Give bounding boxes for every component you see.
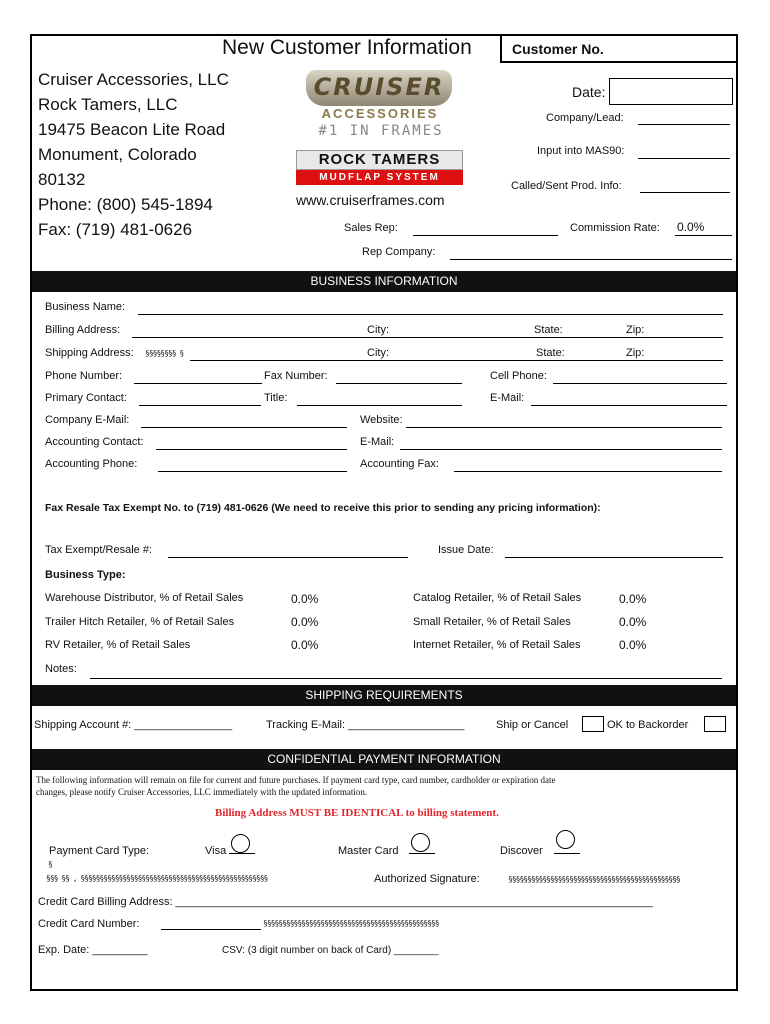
business-name-label: Business Name: bbox=[45, 301, 126, 313]
issue-date-field[interactable] bbox=[505, 557, 723, 558]
type-warehouse-value[interactable]: 0.0% bbox=[291, 592, 319, 606]
billing-city-label: City: bbox=[367, 324, 389, 336]
type-internet-label: Internet Retailer, % of Retail Sales bbox=[413, 639, 581, 651]
type-trailer-label: Trailer Hitch Retailer, % of Retail Sales bbox=[45, 616, 235, 628]
commission-rate-value[interactable]: 0.0% bbox=[677, 220, 705, 234]
customer-no-box[interactable] bbox=[500, 36, 736, 63]
payment-card-type-label: Payment Card Type: bbox=[49, 845, 150, 857]
issue-date-label: Issue Date: bbox=[438, 544, 494, 556]
accounting-email-label: E-Mail: bbox=[360, 436, 395, 448]
accounting-email-field[interactable] bbox=[400, 449, 722, 450]
billing-zip-label: Zip: bbox=[626, 324, 645, 336]
company-lead-field[interactable] bbox=[638, 124, 730, 125]
ship-cancel-checkbox[interactable] bbox=[582, 716, 604, 732]
cruiser-logo bbox=[306, 70, 452, 106]
rock-tamers-logo bbox=[296, 150, 463, 170]
payment-information-header: CONFIDENTIAL PAYMENT INFORMATION bbox=[32, 749, 736, 770]
tax-exempt-label: Tax Exempt/Resale #: bbox=[45, 544, 152, 556]
rock-tamers-text: ROCK TAMERS bbox=[318, 151, 441, 168]
notes-field[interactable] bbox=[90, 678, 722, 679]
sales-rep-label: Sales Rep: bbox=[344, 222, 398, 234]
accounting-contact-field[interactable] bbox=[156, 449, 347, 450]
payment-disclaimer-line-1: The following information will remain on file for current and future purchases. If payment card type, card number, cardholder or expiration date bbox=[36, 775, 556, 785]
tracking-email-field[interactable]: Tracking E-Mail: ___________________ bbox=[266, 719, 465, 731]
commission-rate-underline bbox=[675, 235, 732, 236]
mastercard-label: Master Card bbox=[338, 845, 399, 857]
mas90-field[interactable] bbox=[638, 158, 730, 159]
form-title: New Customer Information bbox=[222, 36, 472, 59]
phone-label: Phone Number: bbox=[45, 370, 123, 382]
address-line: Cruiser Accessories, LLC bbox=[38, 70, 229, 89]
date-field[interactable] bbox=[609, 78, 733, 105]
mastercard-radio[interactable] bbox=[411, 833, 430, 852]
cardholder-garble: §§§ §§ , §§§§§§§§§§§§§§§§§§§§§§§§§§§§§§§§§§§§§§§§§§§§§§§§§ bbox=[46, 874, 268, 883]
authorized-signature-label: Authorized Signature: bbox=[374, 873, 480, 885]
primary-contact-field[interactable] bbox=[139, 405, 261, 406]
visa-underline bbox=[229, 853, 255, 854]
discover-radio[interactable] bbox=[556, 830, 575, 849]
shipping-state-label: State: bbox=[536, 347, 565, 359]
accounting-fax-label: Accounting Fax: bbox=[360, 458, 439, 470]
notes-label: Notes: bbox=[45, 663, 77, 675]
ok-backorder-label: OK to Backorder bbox=[607, 719, 689, 731]
title-field[interactable] bbox=[297, 405, 462, 406]
shipping-city-label: City: bbox=[367, 347, 389, 359]
payment-disclaimer-line-2: changes, please notify Cruiser Accessories, LLC immediately with the updated information. bbox=[36, 787, 368, 797]
company-address bbox=[38, 67, 229, 242]
billing-address-field[interactable] bbox=[132, 337, 723, 338]
rep-company-label: Rep Company: bbox=[362, 246, 436, 258]
shipping-requirements-header: SHIPPING REQUIREMENTS bbox=[32, 685, 736, 706]
type-trailer-value[interactable]: 0.0% bbox=[291, 615, 319, 629]
exp-date-field[interactable]: Exp. Date: _________ bbox=[38, 944, 148, 956]
website-url: www.cruiserframes.com bbox=[296, 192, 445, 208]
address-line: Fax: (719) 481-0626 bbox=[38, 220, 193, 239]
accounting-contact-label: Accounting Contact: bbox=[45, 436, 144, 448]
mas90-label: Input into MAS90: bbox=[537, 145, 625, 157]
website-label: Website: bbox=[360, 414, 403, 426]
address-line: 19475 Beacon Lite Road bbox=[38, 120, 226, 139]
cruiser-logo-text: CRUISER bbox=[313, 73, 445, 101]
commission-rate-label: Commission Rate: bbox=[570, 222, 660, 234]
address-line: 80132 bbox=[38, 170, 86, 189]
credit-card-billing-address-field[interactable]: Credit Card Billing Address: ______________________________________________________________________________ bbox=[38, 896, 653, 908]
ok-backorder-checkbox[interactable] bbox=[704, 716, 726, 732]
accounting-fax-field[interactable] bbox=[454, 471, 722, 472]
company-lead-label: Company/Lead: bbox=[546, 112, 624, 124]
address-line: Phone: (800) 545-1894 bbox=[38, 195, 213, 214]
primary-contact-label: Primary Contact: bbox=[45, 392, 127, 404]
footer-rule bbox=[476, 989, 676, 991]
phone-field[interactable] bbox=[134, 383, 262, 384]
email-label: E-Mail: bbox=[490, 392, 525, 404]
address-line: Rock Tamers, LLC bbox=[38, 95, 178, 114]
credit-card-number-field[interactable] bbox=[161, 929, 261, 930]
called-sent-label: Called/Sent Prod. Info: bbox=[511, 180, 622, 192]
shipping-address-label: Shipping Address: bbox=[45, 347, 134, 359]
business-information-header: BUSINESS INFORMATION bbox=[32, 271, 736, 292]
signature-garble[interactable]: §§§§§§§§§§§§§§§§§§§§§§§§§§§§§§§§§§§§§§§§§§§§§ bbox=[508, 875, 680, 884]
email-field[interactable] bbox=[531, 405, 727, 406]
shipping-account-field[interactable]: Shipping Account #: ________________ bbox=[34, 719, 233, 731]
cell-label: Cell Phone: bbox=[490, 370, 547, 382]
billing-state-label: State: bbox=[534, 324, 563, 336]
accessories-banner: ACCESSORIES bbox=[321, 106, 439, 121]
title-label: Title: bbox=[264, 392, 288, 404]
date-label: Date: bbox=[572, 84, 606, 100]
cell-field[interactable] bbox=[553, 383, 727, 384]
visa-label: Visa bbox=[205, 845, 227, 857]
customer-no-label: Customer No. bbox=[512, 41, 604, 57]
ship-cancel-label: Ship or Cancel bbox=[496, 719, 569, 731]
credit-card-number-label: Credit Card Number: bbox=[38, 918, 140, 930]
sales-rep-field[interactable] bbox=[413, 235, 558, 236]
accounting-phone-field[interactable] bbox=[158, 471, 347, 472]
shipping-address-field[interactable] bbox=[190, 360, 723, 361]
company-email-field[interactable] bbox=[141, 427, 347, 428]
business-name-field[interactable] bbox=[138, 314, 723, 315]
type-rv-label: RV Retailer, % of Retail Sales bbox=[45, 639, 191, 651]
type-small-value[interactable]: 0.0% bbox=[619, 615, 647, 629]
mastercard-underline bbox=[409, 853, 435, 854]
address-line: Monument, Colorado bbox=[38, 145, 197, 164]
type-internet-value[interactable]: 0.0% bbox=[619, 638, 647, 652]
card-number-garble: §§§§§§§§§§§§§§§§§§§§§§§§§§§§§§§§§§§§§§§§§§§§§§ bbox=[263, 919, 439, 928]
type-catalog-label: Catalog Retailer, % of Retail Sales bbox=[413, 592, 582, 604]
fax-resale-notice: Fax Resale Tax Exempt No. to (719) 481-0626 (We need to receive this prior to sending any pricing information): bbox=[45, 502, 601, 514]
rep-company-field[interactable] bbox=[450, 259, 732, 260]
discover-underline bbox=[554, 853, 580, 854]
type-catalog-value[interactable]: 0.0% bbox=[619, 592, 647, 606]
csv-field[interactable]: CSV: (3 digit number on back of Card) ________ bbox=[222, 945, 439, 956]
discover-label: Discover bbox=[500, 845, 543, 857]
business-type-heading: Business Type: bbox=[45, 569, 126, 581]
tax-exempt-field[interactable] bbox=[168, 557, 408, 558]
shipping-zip-label: Zip: bbox=[626, 347, 645, 359]
company-email-label: Company E-Mail: bbox=[45, 414, 130, 426]
visa-radio[interactable] bbox=[231, 834, 250, 853]
type-warehouse-label: Warehouse Distributor, % of Retail Sales bbox=[45, 592, 244, 604]
mudflap-banner: MUDFLAP SYSTEM bbox=[296, 170, 463, 185]
small-mark: § bbox=[48, 860, 52, 869]
shipping-garble-text: §§§§§§§§ § bbox=[145, 349, 184, 358]
tagline: #1 IN FRAMES bbox=[318, 123, 444, 139]
billing-address-label: Billing Address: bbox=[45, 324, 121, 336]
type-rv-value[interactable]: 0.0% bbox=[291, 638, 319, 652]
website-field[interactable] bbox=[406, 427, 722, 428]
fax-field[interactable] bbox=[336, 383, 462, 384]
accounting-phone-label: Accounting Phone: bbox=[45, 458, 138, 470]
type-small-label: Small Retailer, % of Retail Sales bbox=[413, 616, 571, 628]
billing-warning: Billing Address MUST BE IDENTICAL to billing statement. bbox=[215, 807, 499, 819]
called-sent-field[interactable] bbox=[640, 192, 730, 193]
fax-label: Fax Number: bbox=[264, 370, 328, 382]
